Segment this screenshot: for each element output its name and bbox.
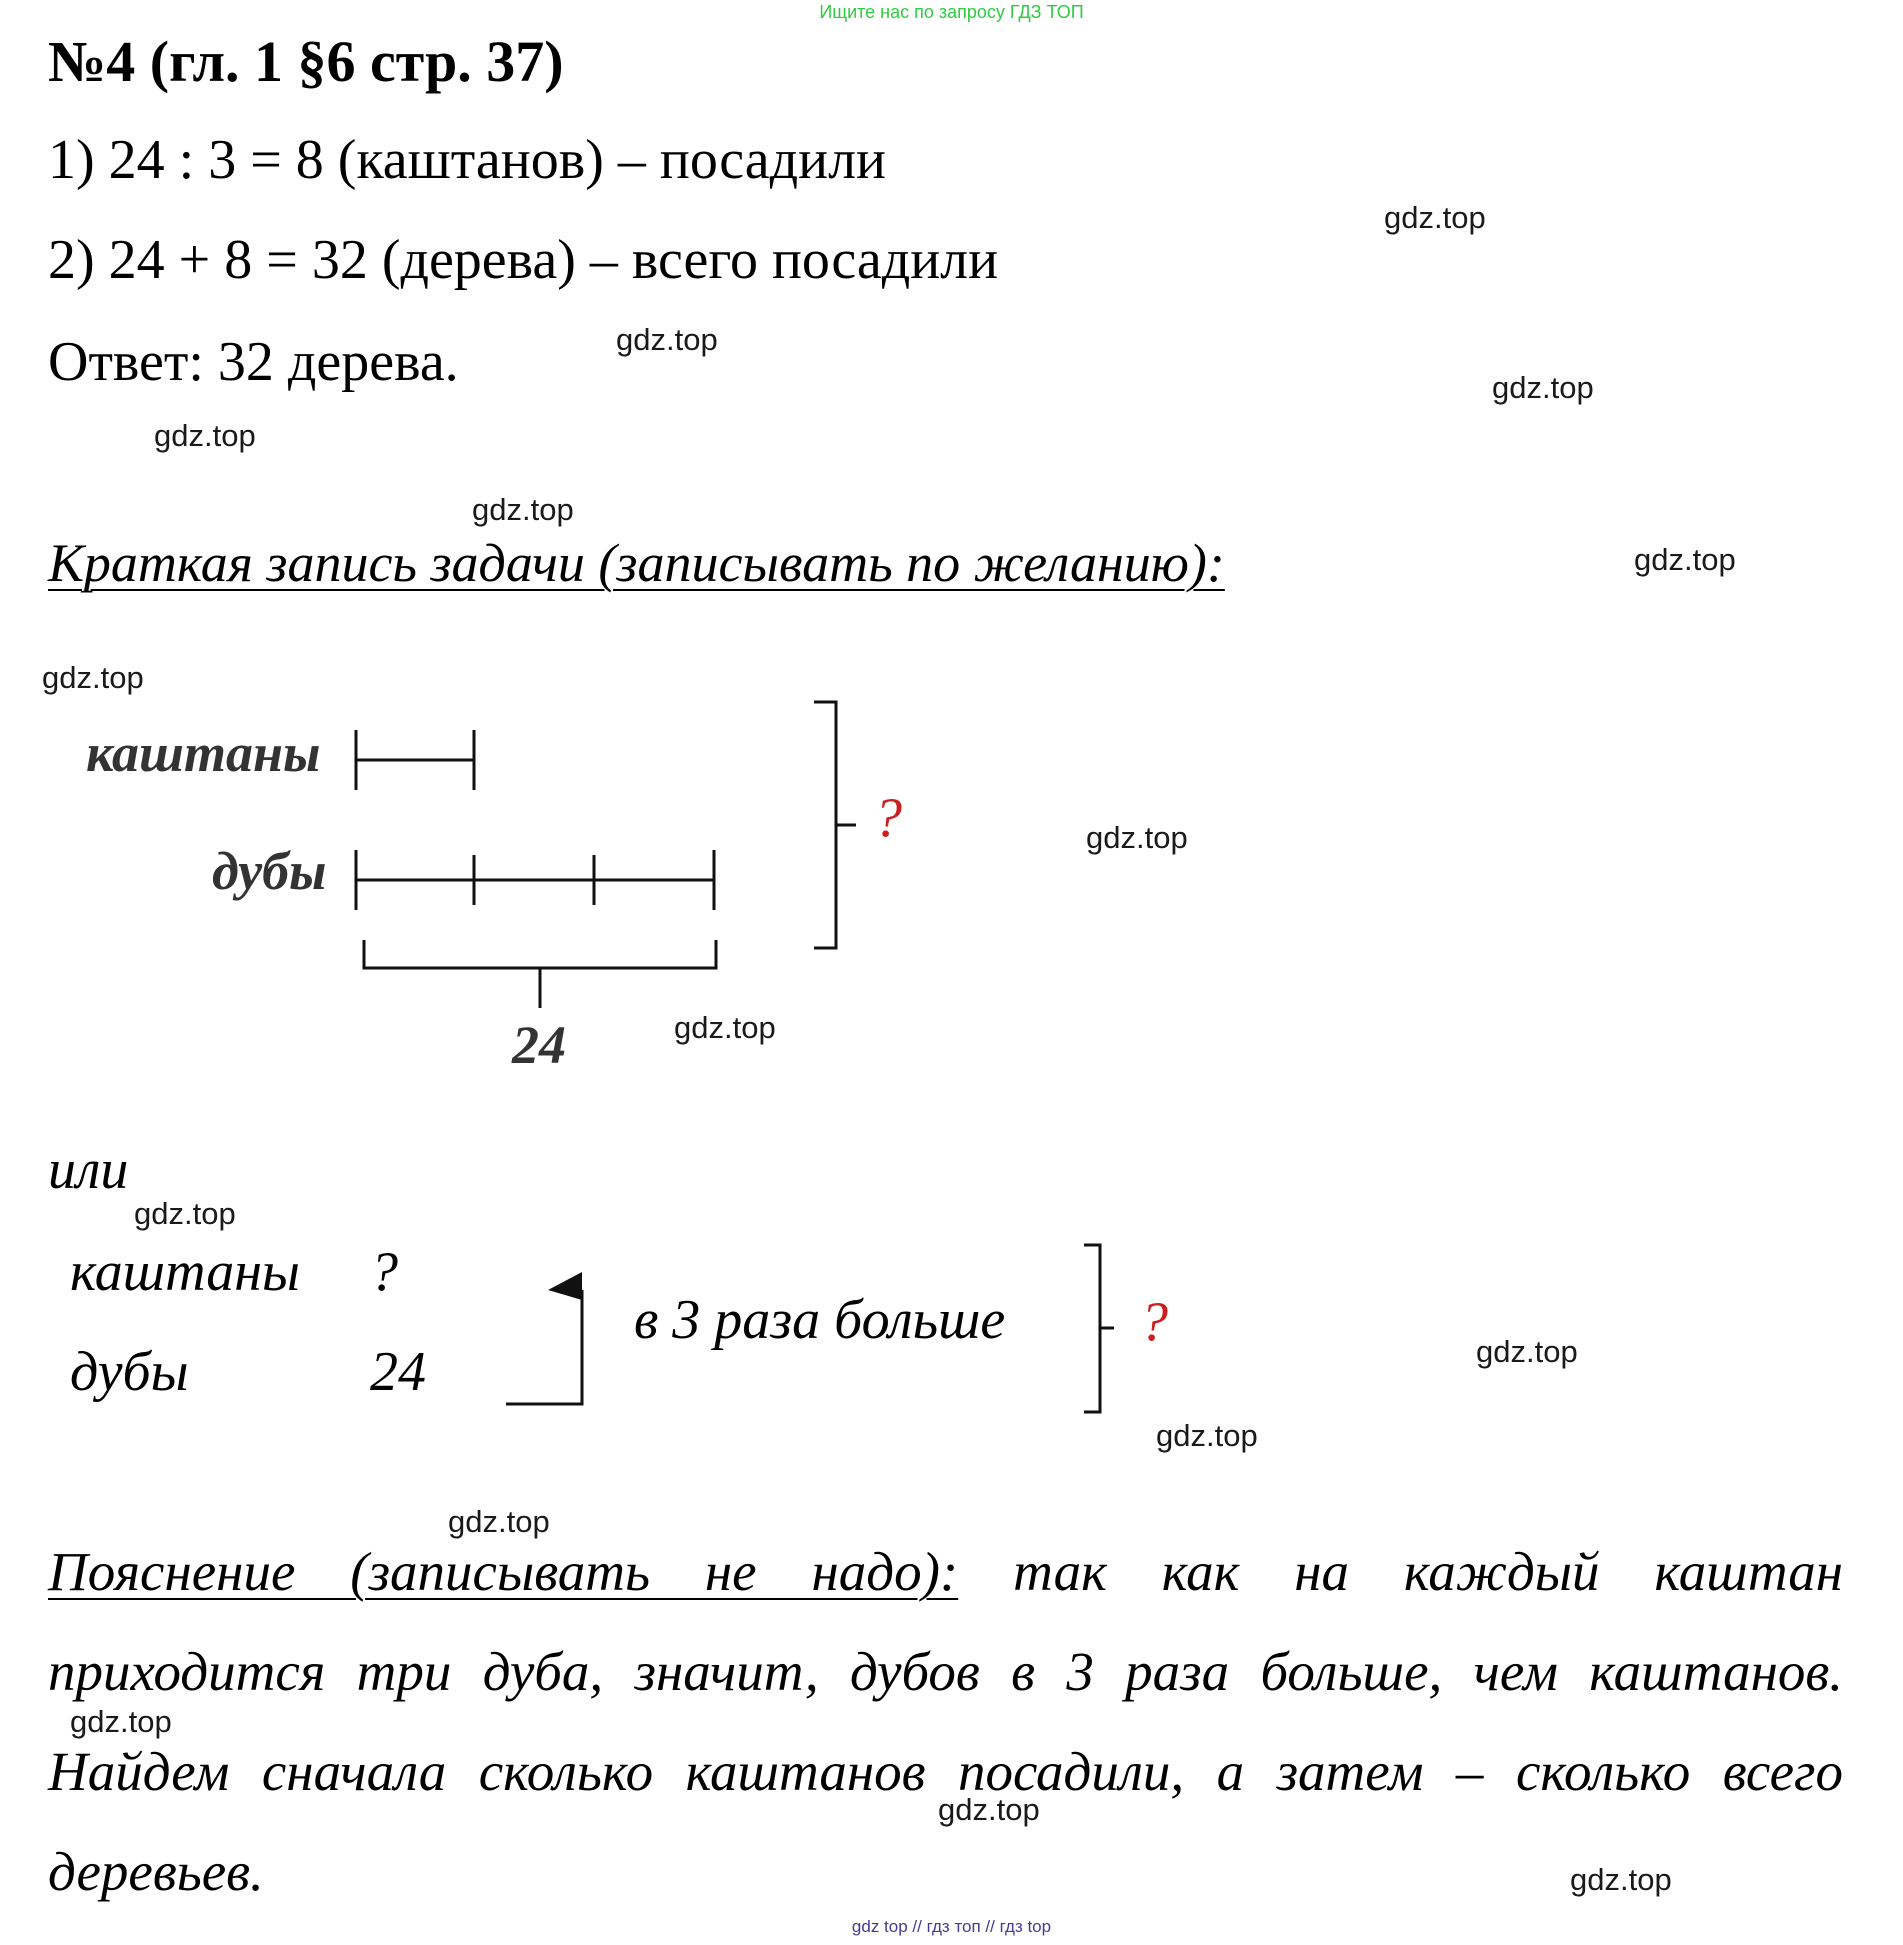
explanation-line-3: Найдем сначала сколько каштанов посадили, а затем – сколько всего <box>48 1741 1843 1802</box>
footer: gdz top // гдз топ // гдз top <box>851 1917 1052 1936</box>
watermark: gdz.top <box>1570 1862 1672 1897</box>
watermark: gdz.top <box>1492 370 1594 405</box>
total-brace-2 <box>1084 1245 1100 1412</box>
diagram1-label-oaks: дубы <box>212 841 327 901</box>
solution-step-2: 2) 24 + 8 = 32 (дерева) – всего посадили <box>48 229 999 291</box>
short-record-heading: Краткая запись задачи (записывать по желанию): <box>48 533 1225 593</box>
explanation-line-2: приходится три дуба, значит, дубов в 3 раза больше, чем каштанов. <box>48 1641 1843 1702</box>
explanation-line-4: деревьев. <box>48 1841 264 1902</box>
watermark: gdz.top <box>472 492 574 527</box>
watermark: gdz.top <box>448 1504 550 1539</box>
diagram2-label-chestnuts: каштаны <box>70 1241 300 1303</box>
top-banner: Ищите нас по запросу ГДЗ ТОП <box>819 2 1084 22</box>
solution-step-1: 1) 24 : 3 = 8 (каштанов) – посадили <box>48 129 886 191</box>
watermark: gdz.top <box>42 660 144 695</box>
diagram2-relation: в 3 раза больше <box>634 1289 1006 1351</box>
watermark: gdz.top <box>674 1010 776 1045</box>
watermark: gdz.top <box>134 1196 236 1231</box>
watermark: gdz.top <box>1156 1418 1258 1453</box>
relation-arrow-head <box>548 1272 582 1300</box>
diagram2-oaks-value: 24 <box>370 1341 426 1403</box>
watermark: gdz.top <box>154 418 256 453</box>
watermark: gdz.top <box>938 1792 1040 1827</box>
or-label: или <box>48 1139 129 1201</box>
diagram2-question: ? <box>1140 1291 1168 1353</box>
watermark: gdz.top <box>1384 200 1486 235</box>
watermark: gdz.top <box>616 322 718 357</box>
explanation-line-1 <box>48 1540 1843 1603</box>
diagram1-label-chestnuts: каштаны <box>86 723 321 783</box>
watermark: gdz.top <box>1634 542 1736 577</box>
diagram2-label-oaks: дубы <box>70 1341 189 1403</box>
diagram1-question: ? <box>874 787 902 849</box>
diagram2-chestnuts-value: ? <box>370 1241 398 1303</box>
watermark: gdz.top <box>1086 820 1188 855</box>
watermark: gdz.top <box>1476 1334 1578 1369</box>
solution-answer: Ответ: 32 дерева. <box>48 331 459 393</box>
explanation-line-1-rest: так как на каждый каштан <box>1013 1541 1843 1602</box>
diagram1-total-oaks: 24 <box>512 1015 566 1075</box>
watermark: gdz.top <box>70 1704 172 1739</box>
relation-bracket <box>506 1290 582 1404</box>
explanation-label: Пояснение (записывать не надо): <box>48 1541 959 1602</box>
page-title: №4 (гл. 1 §6 стр. 37) <box>48 29 564 94</box>
total-brace-1 <box>814 702 836 948</box>
oak-bottom-brace <box>364 940 716 968</box>
